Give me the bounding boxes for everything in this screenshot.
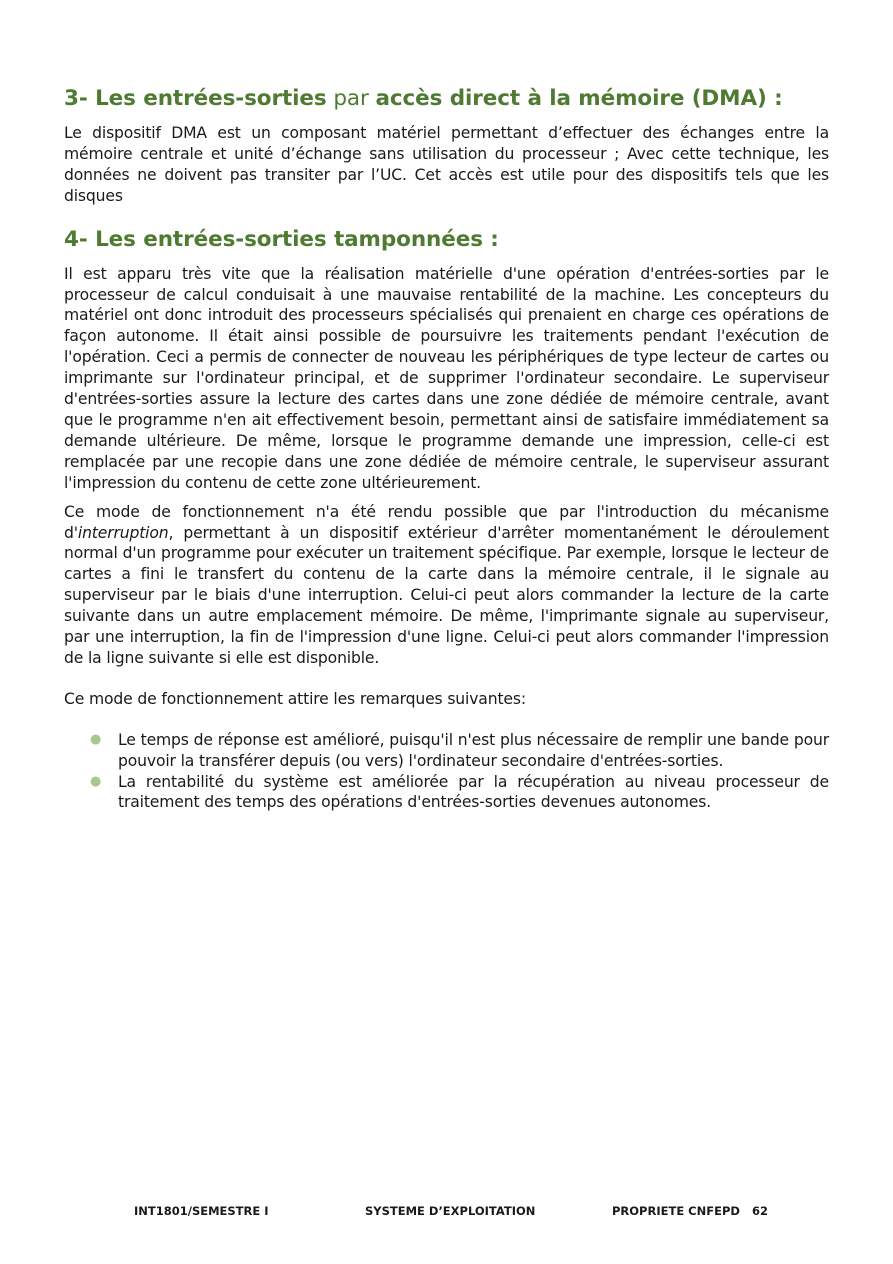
section-4-paragraph-2 xyxy=(64,502,829,669)
section-3-heading xyxy=(64,84,829,114)
section-3-title-part-1: 3- Les entrées-sorties xyxy=(64,86,327,111)
footer-owner: PROPRIETE CNFEPD xyxy=(612,1204,740,1218)
section-4-paragraph-3: Ce mode de fonctionnement attire les remarques suivantes: xyxy=(64,689,526,708)
section-3-title-part-3: accès direct à la mémoire (DMA) : xyxy=(375,86,783,111)
section-3-paragraph: Le dispositif DMA est un composant matériel permettant d’effectuer des échanges entre la mémoire centrale et unité d’échange sans utilisation du processeur ; Avec cette technique, les données ne doivent pas transiter par l’UC. Cet accès est utile pour des dispositifs tels que les disques xyxy=(64,124,829,205)
list-item xyxy=(90,772,829,814)
footer-course: INT1801/SEMESTRE I xyxy=(134,1204,269,1218)
document-page xyxy=(64,84,829,813)
paragraph-2-text-start: Ce mode de fonctionnement n'a été rendu possible que par l'introduction du mécanisme d' xyxy=(64,502,829,542)
remarks-list xyxy=(64,730,829,814)
page-footer xyxy=(0,1204,893,1222)
paragraph-2-text-end: , permettant à un dispositif extérieur d'arrêter momentanément le déroulement normal d'un programme pour exécuter un traitement spécifique. Par exemple, lorsque le lecteur de cartes a fini le transfert du contenu de la carte dans la mémoire centrale, il le signale au superviseur par le biais d'une interruption. Celui-ci peut alors commander la lecture de la carte suivante dans un autre emplacement mémoire. De même, l'imprimante signale au superviseur, par une interruption, la fin de l'impression d'une ligne. Celui-ci peut alors commander l'impression de la ligne suivante si elle est disponible. xyxy=(64,523,829,667)
page-number: 62 xyxy=(752,1204,769,1218)
list-item xyxy=(90,730,829,772)
footer-subject: SYSTEME D’EXPLOITATION xyxy=(365,1204,536,1218)
interruption-term: interruption xyxy=(77,523,169,542)
section-4-paragraph-1: Il est apparu très vite que la réalisation matérielle d'une opération d'entrées-sorties par le processeur de calcul conduisait à une mauvaise rentabilité de la machine. Les concepteurs du matériel ont donc introduit des processeurs spécialisés qui prenaient en charge ces opérations de façon autonome. Il était ainsi possible de poursuivre les traitements pendant l'exécution de l'opération. Ceci a permis de connecter de nouveau les périphériques de type lecteur de cartes ou imprimante sur l'ordinateur principal, et de supprimer l'ordinateur secondaire. Le superviseur d'entrées-sorties assure la lecture des cartes dans une zone dédiée de mémoire centrale, avant que le programme n'en ait effectivement besoin, permettant ainsi de satisfaire immédiatement sa demande ultérieure. De même, lorsque le programme demande une impression, celle-ci est remplacée par une recopie dans une zone dédiée de mémoire centrale, le superviseur assurant l'impression du contenu de cette zone ultérieurement. xyxy=(64,264,829,492)
section-4-heading: 4- Les entrées-sorties tamponnées : xyxy=(64,226,499,252)
list-item-text: Le temps de réponse est amélioré, puisqu'il n'est plus nécessaire de remplir une bande pour pouvoir la transférer depuis (ou vers) l'ordinateur secondaire d'entrées-sorties. xyxy=(118,730,829,770)
section-3-title-part-2: par xyxy=(326,86,376,111)
bullet-icon: ● xyxy=(90,773,102,789)
list-item-text: La rentabilité du système est améliorée par la récupération au niveau processeur de traitement des temps des opérations d'entrées-sorties devenues autonomes. xyxy=(118,772,829,812)
bullet-icon: ● xyxy=(90,731,102,747)
